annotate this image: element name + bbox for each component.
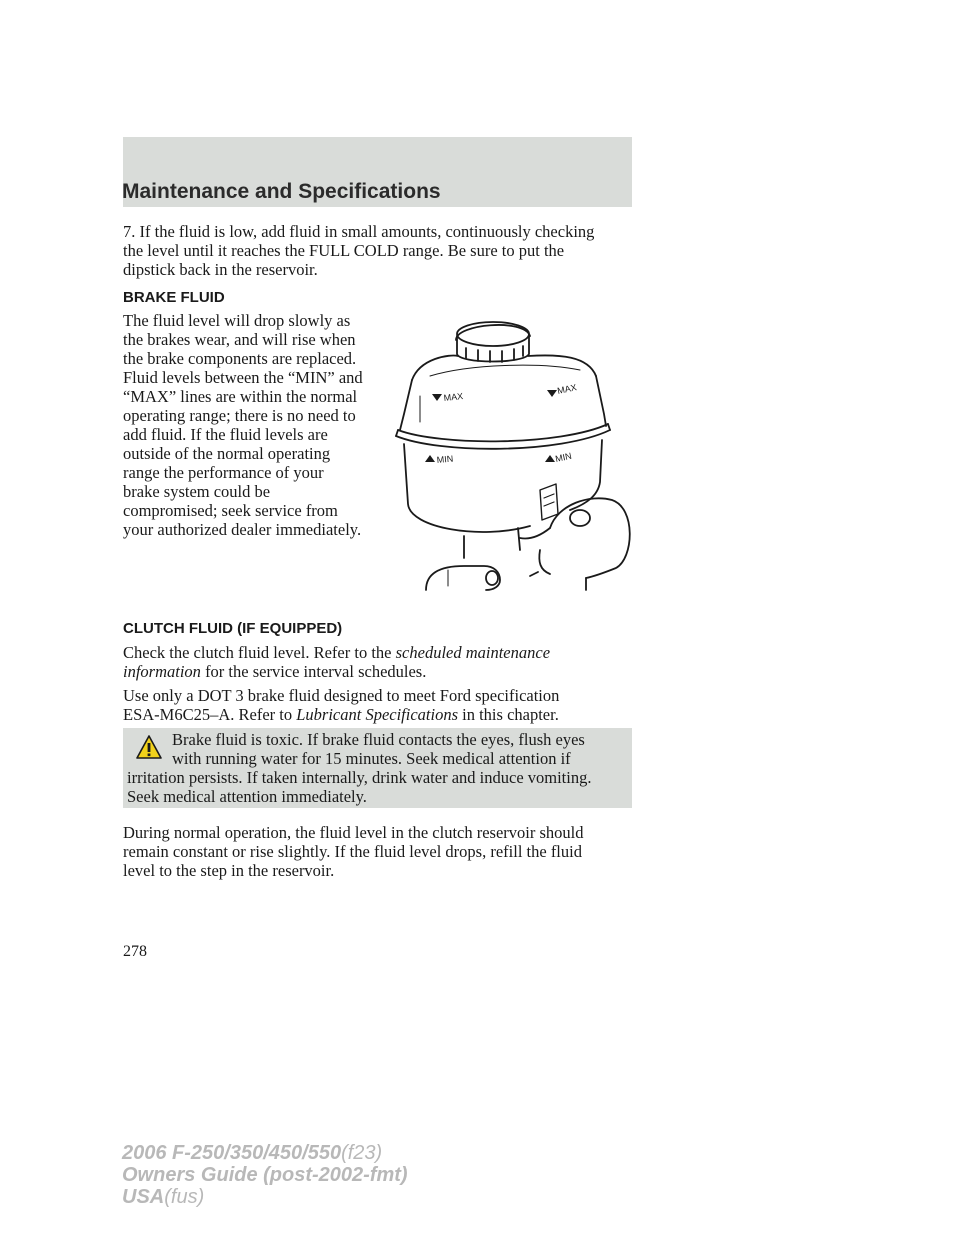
- footer-guide: Owners Guide (post-2002-fmt): [122, 1164, 408, 1186]
- intro-line: the level until it reaches the FULL COLD range. Be sure to put the: [123, 241, 565, 260]
- page-number: 278: [123, 943, 147, 960]
- clutch-fluid-heading: CLUTCH FLUID (IF EQUIPPED): [123, 620, 343, 637]
- lubricant-reference: Lubricant Specifications: [296, 705, 459, 724]
- page-title: Maintenance and Specifications: [122, 180, 441, 203]
- brake-line: range the performance of your: [123, 463, 324, 482]
- closing-paragraph: [123, 823, 584, 880]
- brake-line: the brakes wear, and will rise when: [123, 330, 356, 349]
- warning-line: Seek medical attention immediately.: [127, 787, 367, 806]
- spec-text: ESA-M6C25–A. Refer to: [123, 705, 297, 724]
- min-label: MIN: [554, 450, 573, 464]
- warning-text: [123, 730, 591, 806]
- brake-line: compromised; seek service from: [123, 501, 338, 520]
- footer-market-code: (fus): [164, 1186, 205, 1208]
- intro-line: dipstick back in the reservoir.: [123, 260, 318, 279]
- brake-reservoir-illustration: [390, 314, 636, 592]
- clutch-text: for the service interval schedules.: [200, 662, 427, 681]
- spec-text: in this chapter.: [458, 705, 559, 724]
- brake-fluid-paragraph: [123, 311, 363, 539]
- footer-market: USA: [122, 1186, 165, 1208]
- brake-line: add fluid. If the fluid levels are: [123, 425, 328, 444]
- max-label: MAX: [556, 382, 578, 396]
- brake-line: The fluid level will drop slowly as: [123, 311, 351, 330]
- warning-box: [123, 728, 632, 808]
- schedule-reference: scheduled maintenance: [395, 643, 551, 662]
- brake-line: your authorized dealer immediately.: [123, 520, 362, 539]
- brake-line: brake system could be: [123, 482, 271, 501]
- brake-line: the brake components are replaced.: [123, 349, 357, 368]
- schedule-reference: information: [123, 662, 201, 681]
- brake-line: outside of the normal operating: [123, 444, 331, 463]
- closing-line: remain constant or rise slightly. If the fluid level drops, refill the fluid: [123, 842, 582, 861]
- footer-code: (f23): [341, 1142, 383, 1164]
- max-label: MAX: [443, 391, 464, 403]
- min-label: MIN: [436, 453, 454, 465]
- brake-fluid-heading: BRAKE FLUID: [123, 289, 225, 306]
- brake-line: Fluid levels between the “MIN” and: [123, 368, 363, 387]
- warning-line: with running water for 15 minutes. Seek medical attention if: [172, 749, 571, 768]
- footer: [122, 1142, 408, 1208]
- warning-line: irritation persists. If taken internally, drink water and induce vomiting.: [127, 768, 592, 787]
- closing-line: During normal operation, the fluid level in the clutch reservoir should: [123, 823, 584, 842]
- closing-line: level to the step in the reservoir.: [123, 861, 335, 880]
- intro-paragraph: [123, 222, 594, 279]
- warning-line: Brake fluid is toxic. If brake fluid contacts the eyes, flush eyes: [172, 730, 585, 749]
- clutch-paragraph-2: [123, 686, 559, 724]
- intro-line: 7. If the fluid is low, add fluid in small amounts, continuously checking: [123, 222, 595, 241]
- clutch-text: Check the clutch fluid level. Refer to the: [123, 643, 396, 662]
- spec-text: Use only a DOT 3 brake fluid designed to meet Ford specification: [123, 686, 560, 705]
- clutch-paragraph-1: [123, 643, 550, 681]
- brake-line: operating range; there is no need to: [123, 406, 356, 425]
- footer-model: 2006 F-250/350/450/550: [122, 1142, 342, 1164]
- brake-line: “MAX” lines are within the normal: [123, 387, 358, 406]
